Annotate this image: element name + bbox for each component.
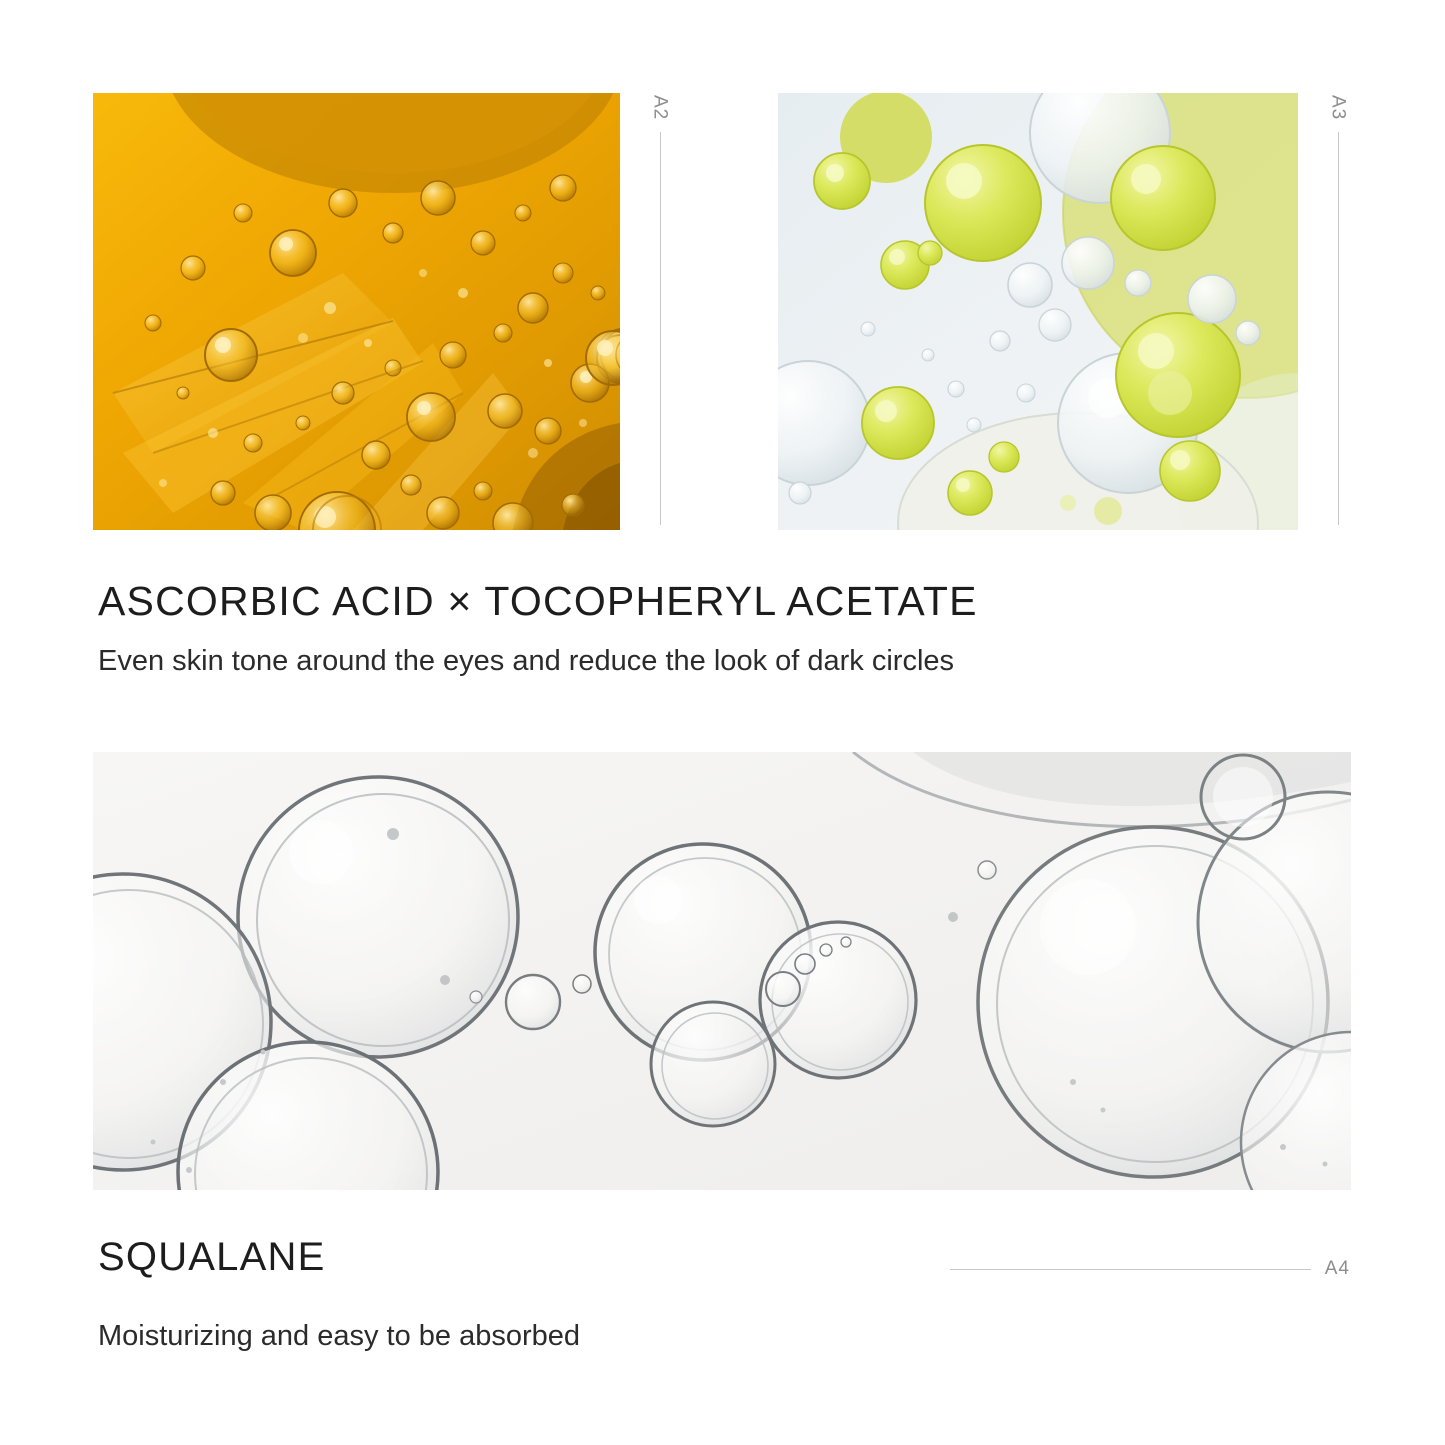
marker-rule-a2 (660, 132, 661, 525)
image-code-label-a4: A4 (1324, 1258, 1350, 1279)
ingredient-image-a4 (93, 752, 1351, 1190)
image-code-marker-a2 (640, 95, 680, 525)
image-code-marker-a3 (1318, 95, 1358, 525)
yellow-oil-droplets-macro-illustration (778, 93, 1298, 530)
ingredient-image-a3 (778, 93, 1298, 530)
ingredient-subline-2: Moisturizing and easy to be absorbed (98, 1320, 581, 1352)
image-code-label-a3: A3 (1327, 95, 1349, 121)
image-code-label-a2: A2 (649, 95, 671, 121)
ingredient-headline-2: SQUALANE (98, 1235, 326, 1279)
golden-serum-macro-illustration (93, 93, 620, 530)
image-code-marker-a4 (950, 1258, 1350, 1280)
ingredient-headline-1: ASCORBIC ACID × TOCOPHERYL ACETATE (98, 578, 978, 624)
marker-rule-a3 (1338, 132, 1339, 525)
ingredient-image-a2 (93, 93, 620, 530)
ingredient-subline-1: Even skin tone around the eyes and reduce the look of dark circles (98, 645, 955, 677)
marker-rule-a4 (950, 1269, 1311, 1270)
clear-bubbles-macro-illustration (93, 752, 1351, 1190)
